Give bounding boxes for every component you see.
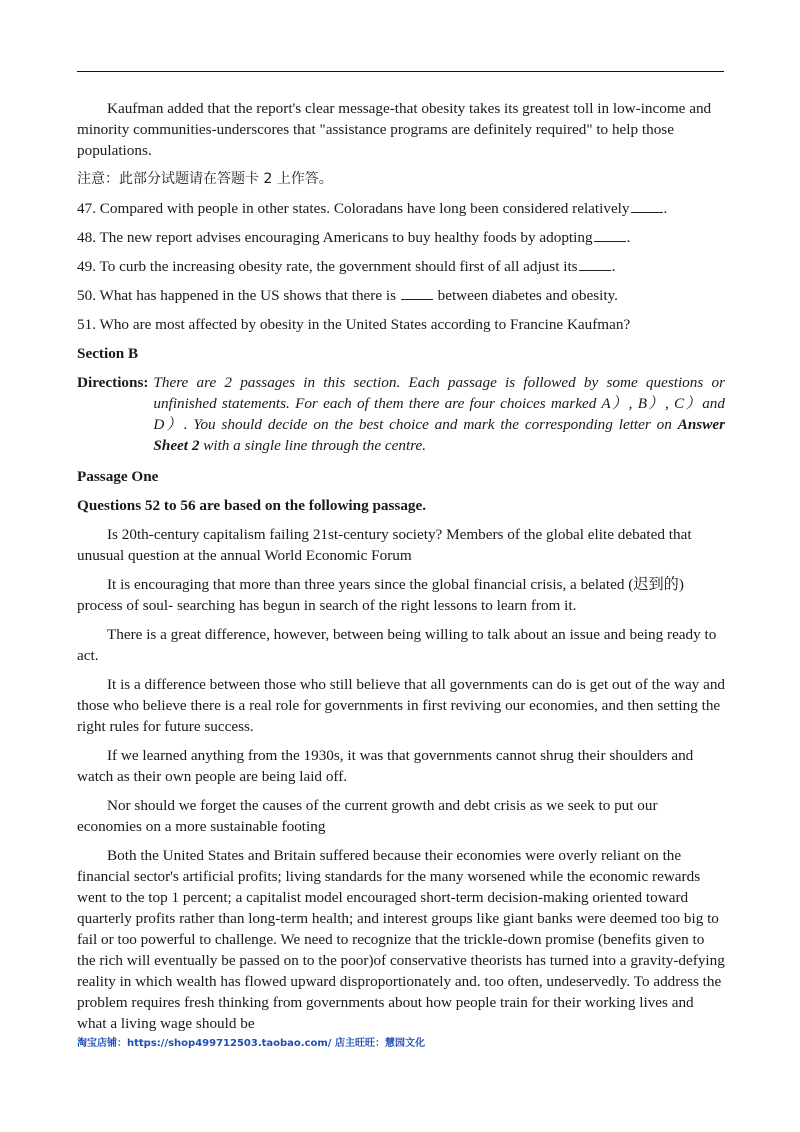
question-51: 51. Who are most affected by obesity in the United States according to Francine Kaufman?: [77, 316, 631, 333]
footer-shop-link[interactable]: 淘宝店铺：https://shop499712503.taobao.com/ 店主旺旺：慧园文化: [77, 1038, 425, 1049]
intro-paragraph: Kaufman added that the report's clear message-that obesity takes its greatest toll in low-income and minority communities-underscores that "assistance programs are definitely required" to help those populations.: [77, 100, 712, 159]
question-47: 47. Compared with people in other states. Coloradans have long been considered relatively .: [77, 200, 668, 217]
passage-paragraph: Nor should we forget the causes of the current growth and debt crisis as we seek to put our economies on a more sustainable footing: [77, 797, 658, 835]
passage-paragraph: There is a great difference, however, between being willing to talk about an issue and being ready to act.: [77, 626, 717, 664]
passage-paragraph: It is a difference between those who still believe that all governments can do is get out of the way and those who believe there is a real role for governments in first reviving our economies, and then setting the right rules for future success.: [77, 676, 726, 735]
answer-blank: [631, 198, 663, 213]
section-b-heading: Section B: [77, 345, 139, 362]
answer-blank: [579, 256, 611, 271]
directions-label: Directions:: [77, 374, 149, 391]
answer-sheet-note: 注意：此部分试题请在答题卡 2 上作答。: [77, 171, 333, 187]
question-49: 49. To curb the increasing obesity rate, the government should first of all adjust its .: [77, 258, 616, 275]
directions-text: There are 2 passages in this section. Each passage is followed by some questions or unfinished statements. For each of them there are four choices marked A）, B）, C）and D）. You should decide on the best choice and mark the corresponding letter on Answer Sheet 2 with a single line through the centre.: [153, 374, 725, 454]
header-rule: [77, 71, 724, 72]
answer-sheet-emphasis: Answer Sheet 2: [153, 416, 725, 454]
question-48: 48. The new report advises encouraging Americans to buy healthy foods by adopting .: [77, 229, 631, 246]
passage-paragraph: It is encouraging that more than three years since the global financial crisis, a belated (迟到的) process of soul- searching has begun in search of the right lessons to learn from it.: [77, 576, 684, 614]
passage-title: Passage One: [77, 468, 159, 485]
passage-paragraph: Both the United States and Britain suffered because their economies were overly reliant on the financial sector's artificial profits; living standards for the many worsened while the economic rewards went to the top 1 percent; a capitalist model encouraged short-term decision-making oriented toward quarterly profits rather than long-term health; and interest groups like giant banks were deemed too big to fail or too powerful to challenge. We need to recognize that the trickle-down promise (benefits given to the rich will eventually be passed on to the poor)of conservative theorists has turned into a gravity-defying reality in which wealth has flowed upward disproportionately and. too often, undeservedly. To address the problem requires fresh thinking from governments about how people train for their working lives and what a living wage should be: [77, 847, 725, 1032]
passage-paragraph: If we learned anything from the 1930s, it was that governments cannot shrug their shoulders and watch as their own people are being laid off.: [77, 747, 694, 785]
question-50: 50. What has happened in the US shows that there is between diabetes and obesity.: [77, 287, 618, 304]
answer-blank: [401, 285, 433, 300]
page-content: [77, 98, 725, 1034]
passage-paragraph: Is 20th-century capitalism failing 21st-century society? Members of the global elite debated that unusual question at the annual World Economic Forum: [77, 526, 692, 564]
questions-heading: Questions 52 to 56 are based on the following passage.: [77, 497, 427, 514]
answer-blank: [594, 227, 626, 242]
directions-block: [77, 372, 725, 456]
